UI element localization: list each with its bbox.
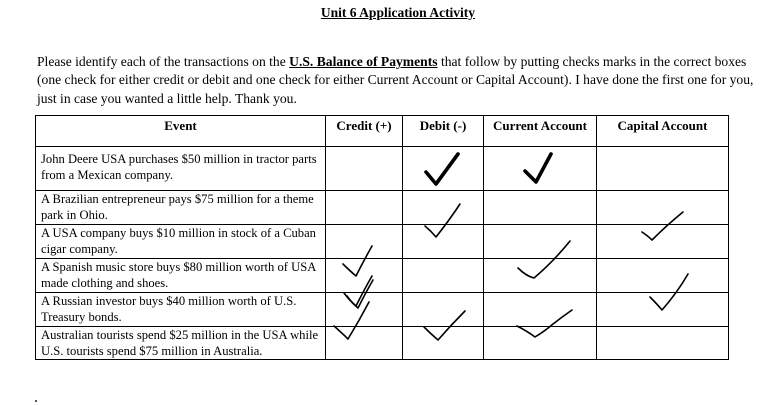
current-account-cell[interactable] <box>484 327 597 360</box>
event-cell: A Spanish music store buys $80 million worth of USA made clothing and shoes. <box>36 259 326 293</box>
debit-cell[interactable] <box>403 327 484 360</box>
table-row <box>36 259 729 293</box>
current-account-cell[interactable] <box>484 259 597 293</box>
current-account-cell[interactable] <box>484 191 597 225</box>
debit-cell[interactable] <box>403 259 484 293</box>
credit-cell[interactable] <box>326 147 403 191</box>
event-cell: A Russian investor buys $40 million worth of U.S. Treasury bonds. <box>36 293 326 327</box>
header-debit: Debit (-) <box>403 116 484 147</box>
header-current-account: Current Account <box>484 116 597 147</box>
capital-account-cell[interactable] <box>597 327 729 360</box>
credit-cell[interactable] <box>326 259 403 293</box>
current-account-cell[interactable] <box>484 293 597 327</box>
page-title: Unit 6 Application Activity <box>320 5 476 20</box>
capital-account-cell[interactable] <box>597 191 729 225</box>
event-cell: Australian tourists spend $25 million in the USA while U.S. tourists spend $75 million in Australia. <box>36 327 326 360</box>
transactions-table <box>35 115 729 360</box>
header-credit: Credit (+) <box>326 116 403 147</box>
event-cell: A USA company buys $10 million in stock of a Cuban cigar company. <box>36 225 326 259</box>
debit-cell[interactable] <box>403 147 484 191</box>
capital-account-cell[interactable] <box>597 147 729 191</box>
credit-cell[interactable] <box>326 191 403 225</box>
stray-mark <box>35 400 37 402</box>
event-cell: A Brazilian entrepreneur pays $75 million for a theme park in Ohio. <box>36 191 326 225</box>
current-account-cell[interactable] <box>484 147 597 191</box>
table-row <box>36 293 729 327</box>
table-row <box>36 225 729 259</box>
debit-cell[interactable] <box>403 225 484 259</box>
credit-cell[interactable] <box>326 293 403 327</box>
event-cell: John Deere USA purchases $50 million in tractor parts from a Mexican company. <box>36 147 326 191</box>
header-event: Event <box>36 116 326 147</box>
debit-cell[interactable] <box>403 293 484 327</box>
capital-account-cell[interactable] <box>597 259 729 293</box>
current-account-cell[interactable] <box>484 225 597 259</box>
capital-account-cell[interactable] <box>597 293 729 327</box>
table-row <box>36 147 729 191</box>
header-capital-account: Capital Account <box>597 116 729 147</box>
instructions-paragraph <box>37 53 759 108</box>
table-row <box>36 191 729 225</box>
instructions-text-before: Please identify each of the transactions on the <box>37 54 290 69</box>
table-row <box>36 327 729 360</box>
credit-cell[interactable] <box>326 327 403 360</box>
credit-cell[interactable] <box>326 225 403 259</box>
instructions-highlight: U.S. Balance of Payments <box>289 54 438 69</box>
debit-cell[interactable] <box>403 191 484 225</box>
header-row <box>36 116 729 147</box>
capital-account-cell[interactable] <box>597 225 729 259</box>
instructions-text-after: that follow by putting checks marks in the correct boxes (one check for either credit or debit and one check for either Current Account or Capital Account). I have done the first one for you, just in case you wanted a little help. Thank you. <box>37 54 754 106</box>
